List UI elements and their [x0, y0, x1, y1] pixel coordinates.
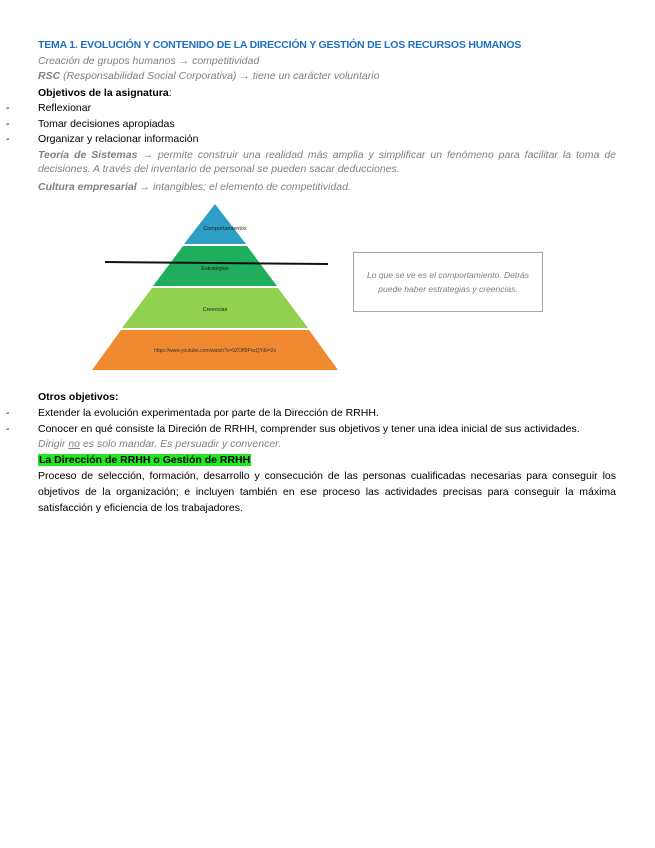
document-title: TEMA 1. EVOLUCIÓN Y CONTENIDO DE LA DIRECCIÓN Y GESTIÓN DE LOS RECURSOS HUMANOS — [38, 39, 522, 51]
bullet-dash: - — [6, 118, 10, 130]
dirigir-line — [38, 437, 281, 451]
list-item-text: Tomar decisiones apropiadas — [38, 118, 175, 130]
intro-line-rsc — [38, 69, 379, 83]
list-item-text: Organizar y relacionar información — [38, 133, 199, 145]
highlight-heading: La Dirección de RRHH o Gestión de RRHH — [39, 454, 251, 466]
intro-line-1: Creación de grupos humanos → competitividad — [38, 55, 260, 67]
pyramid-label-top: Comportamientos — [203, 226, 247, 232]
objetivos-heading: Objetivos de la asignatura — [38, 87, 169, 99]
list-item — [6, 406, 379, 420]
cultura-description: → intangibles; el elemento de competitividad. — [136, 181, 351, 193]
rsc-description: (Responsabilidad Social Corporativa) → tiene un carácter voluntario — [60, 70, 380, 82]
list-item-text: Reflexionar — [38, 102, 92, 114]
objetivos-colon: : — [168, 87, 172, 99]
pyramid-diagram — [80, 200, 350, 375]
note-text: Lo que se ve es el comportamiento. Detrás puede haber estrategias y creencias. — [366, 270, 530, 294]
list-item — [6, 422, 580, 436]
bullet-dash: - — [6, 102, 10, 114]
bullet-dash: - — [6, 423, 10, 435]
teoria-term: Teoría de Sistemas — [38, 149, 138, 161]
cultura-term: Cultura empresarial — [38, 181, 137, 193]
list-item-text: Extender la evolución experimentada por parte de la Dirección de RRHH. — [38, 407, 379, 419]
dirigir-underlined: no — [68, 438, 81, 450]
definicion-paragraph: Proceso de selección, formación, desarrollo y consecución de las personas cualificadas necesarias para conseguir los objetivos de la organización; e incluyen también en ese proceso las actividades precisas para conseguir la máxima satisfacción y eficiencia de los trabajadores. — [38, 470, 616, 514]
teoria-description: → permite construir una realidad más amplia y simplificar un fenómeno para facilitar la toma de decisiones. A través del inventario de personal se pueden sacar deducciones. — [38, 149, 616, 175]
teoria-paragraph — [38, 148, 616, 176]
pyramid-label-base-link[interactable]: https://www.youtube.com/watch?v=9ZOff9PvzQY&t=2s — [154, 348, 276, 354]
list-item — [6, 132, 199, 146]
note-box — [353, 252, 543, 312]
objetivos-heading-line — [38, 86, 172, 100]
list-item — [6, 101, 92, 115]
list-item — [6, 117, 175, 131]
bullet-dash: - — [6, 133, 10, 145]
pyramid-label-3: Creencias — [202, 307, 228, 313]
pyramid-label-2: Estrategias — [201, 266, 229, 272]
pyramid-level-top — [184, 204, 246, 244]
pyramid-divider-line — [105, 262, 328, 264]
otros-heading: Otros objetivos: — [38, 391, 119, 403]
dirigir-pre: Dirigir — [38, 438, 69, 450]
cultura-line — [38, 180, 351, 194]
highlight-heading-line — [38, 453, 251, 467]
bullet-dash: - — [6, 407, 10, 419]
list-item-text: Conocer en qué consiste la Direción de RRHH, comprender sus objetivos y tener una idea inicial de sus actividades. — [38, 423, 580, 435]
rsc-term: RSC — [38, 70, 61, 82]
dirigir-post: es solo mandar. Es persuadir y convencer. — [80, 438, 282, 450]
